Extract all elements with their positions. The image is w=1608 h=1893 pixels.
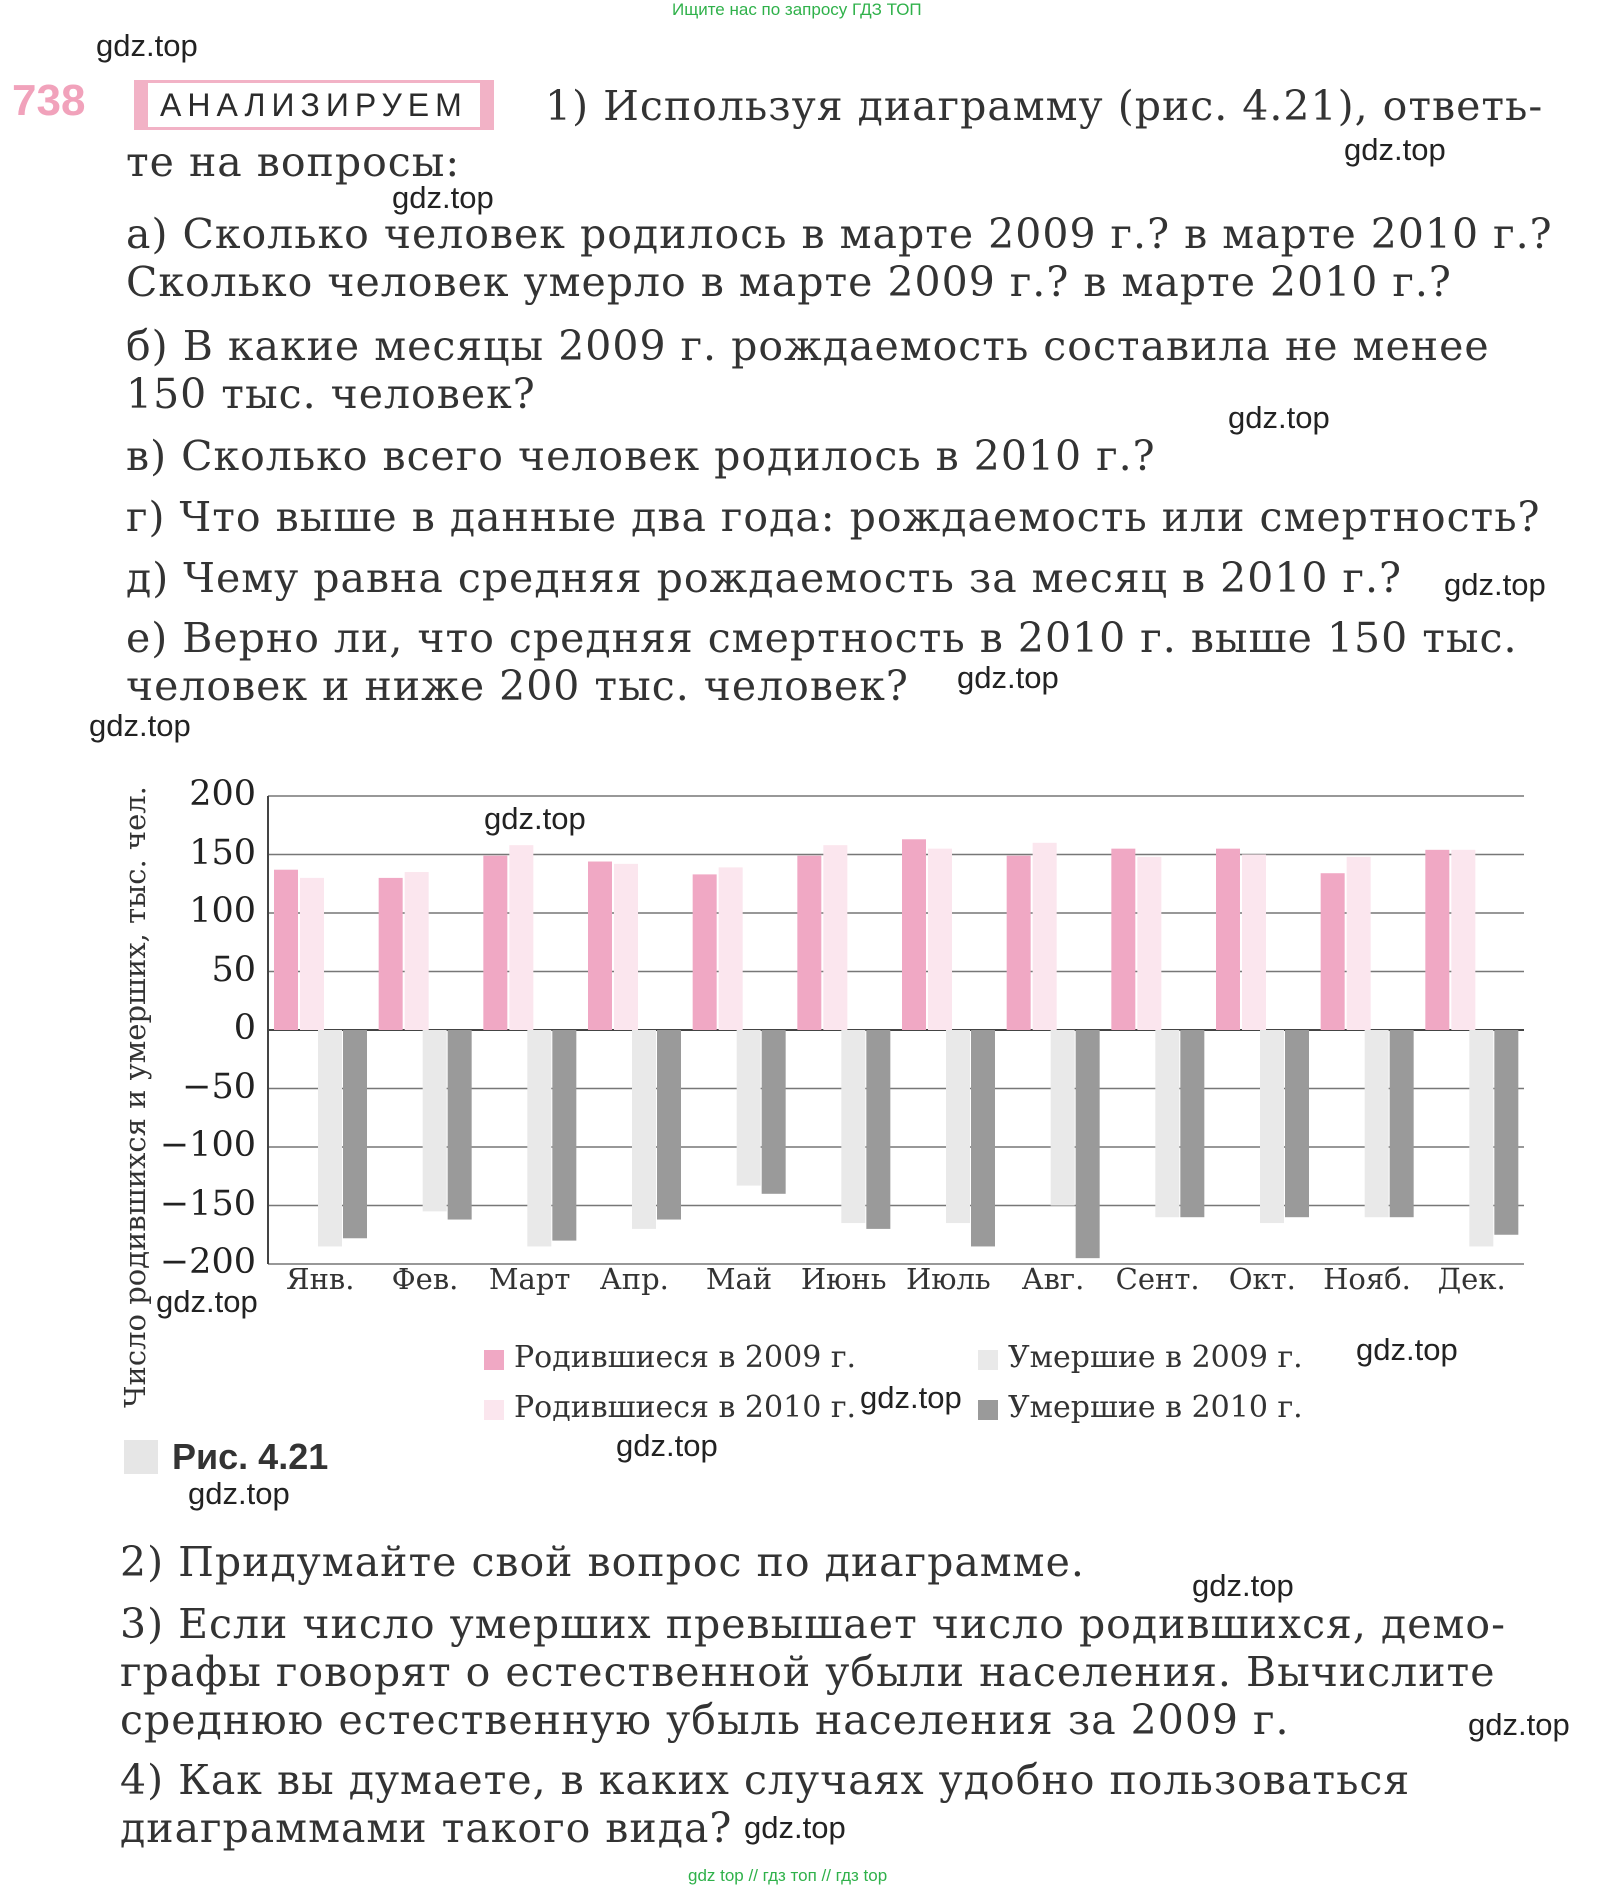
figure-caption: Рис. 4.21 [172, 1436, 329, 1477]
bar-died-2009 [632, 1030, 656, 1229]
bar-died-2009 [841, 1030, 865, 1223]
bar-died-2010 [1390, 1030, 1414, 1217]
bar-born-2009 [902, 839, 926, 1030]
bar-born-2010 [405, 872, 429, 1030]
legend-swatch-died-2009 [978, 1350, 998, 1370]
legend-born-2010: Родившиеся в 2010 г. [514, 1390, 857, 1425]
legend-died-2010: Умершие в 2010 г. [1008, 1390, 1303, 1425]
bar-born-2010 [1242, 855, 1266, 1031]
watermark: gdz.top [1356, 1332, 1458, 1367]
question-d: д) Чему равна средняя рождаемость за месяц в 2010 г.? [126, 554, 1403, 602]
x-tick-label: Июль [905, 1262, 991, 1296]
y-tick-label: −200 [159, 1242, 256, 1282]
y-tick-label: 0 [233, 1008, 256, 1048]
bar-born-2009 [1425, 850, 1449, 1030]
y-tick-label: 50 [211, 949, 256, 990]
bar-died-2009 [1469, 1030, 1493, 1246]
bar-died-2010 [343, 1030, 367, 1238]
question-b: 150 тыс. человек? [126, 370, 536, 418]
watermark: gdz.top [957, 660, 1059, 695]
bar-died-2009 [1051, 1030, 1075, 1206]
watermark: gdz.top [96, 28, 198, 63]
watermark: gdz.top [89, 708, 191, 743]
x-tick-label: Дек. [1437, 1262, 1506, 1296]
bar-born-2009 [379, 878, 403, 1030]
bar-born-2009 [588, 862, 612, 1030]
bar-died-2010 [1494, 1030, 1518, 1235]
x-tick-label: Апр. [599, 1262, 669, 1296]
y-tick-label: −150 [159, 1183, 256, 1224]
bar-born-2010 [1137, 857, 1161, 1030]
y-tick-label: 100 [189, 891, 256, 931]
watermark: gdz.top [188, 1476, 290, 1511]
bar-born-2009 [274, 870, 298, 1030]
x-tick-label: Окт. [1228, 1262, 1296, 1296]
bar-born-2009 [1007, 856, 1031, 1030]
bar-born-2010 [823, 845, 847, 1030]
question-a: а) Сколько человек родилось в марте 2009 г.? в марте 2010 г.? [126, 210, 1553, 258]
bar-died-2009 [1260, 1030, 1284, 1223]
task-4: диаграммами такого вида? [120, 1804, 733, 1852]
bar-born-2010 [1451, 850, 1475, 1030]
y-tick-label: −100 [159, 1125, 256, 1165]
bar-born-2010 [509, 845, 533, 1030]
bar-died-2010 [762, 1030, 786, 1194]
task-2: 2) Придумайте свой вопрос по диаграмме. [120, 1538, 1085, 1586]
caption-marker [124, 1440, 158, 1474]
watermark: gdz.top [1228, 400, 1330, 435]
y-tick-label: 200 [189, 774, 256, 814]
watermark: gdz.top [484, 801, 586, 836]
watermark: gdz.top [744, 1810, 846, 1845]
bar-died-2010 [866, 1030, 890, 1229]
x-tick-label: Июнь [800, 1262, 887, 1296]
y-axis-label: Число родившихся и умерших, тыс. чел. [118, 786, 152, 1408]
bar-died-2010 [1180, 1030, 1204, 1217]
task-badge: АНАЛИЗИРУЕМ [134, 80, 494, 130]
intro-line: те на вопросы: [126, 138, 461, 186]
y-tick-label: 150 [189, 832, 256, 873]
bar-born-2010 [614, 864, 638, 1030]
x-tick-label: Май [705, 1262, 773, 1296]
bar-died-2009 [946, 1030, 970, 1223]
question-g: г) Что выше в данные два года: рождаемость или смертность? [126, 493, 1541, 541]
bar-born-2009 [483, 856, 507, 1030]
question-a: Сколько человек умерло в марте 2009 г.? в марте 2010 г.? [126, 258, 1452, 306]
watermark: gdz.top [860, 1380, 962, 1415]
question-e: человек и ниже 200 тыс. человек? [126, 662, 909, 710]
bar-died-2010 [552, 1030, 576, 1241]
footer-links: gdz top // гдз топ // гдз top [688, 1866, 888, 1885]
y-tick-label: −50 [182, 1066, 256, 1107]
question-e: е) Верно ли, что средняя смертность в 2010 г. выше 150 тыс. [126, 614, 1518, 662]
bar-died-2009 [737, 1030, 761, 1186]
x-tick-label: Фев. [391, 1262, 459, 1296]
legend-born-2009: Родившиеся в 2009 г. [514, 1340, 857, 1375]
task-3: среднюю естественную убыль населения за 2009 г. [120, 1696, 1290, 1744]
x-tick-label: Нояб. [1323, 1262, 1411, 1296]
watermark: gdz.top [392, 180, 494, 215]
bar-died-2009 [1155, 1030, 1179, 1217]
bar-died-2010 [448, 1030, 472, 1220]
task-number: 738 [12, 76, 86, 125]
x-tick-label: Янв. [286, 1262, 355, 1296]
search-hint: Ищите нас по запросу ГДЗ ТОП [672, 0, 922, 19]
question-b: б) В какие месяцы 2009 г. рождаемость составила не менее [126, 322, 1490, 370]
bar-died-2010 [657, 1030, 681, 1220]
bar-born-2009 [797, 856, 821, 1030]
intro-line: 1) Используя диаграмму (рис. 4.21), ответь- [545, 82, 1544, 130]
x-tick-label: Сент. [1115, 1262, 1200, 1296]
bar-died-2009 [318, 1030, 342, 1246]
bar-born-2009 [1216, 849, 1240, 1030]
x-tick-label: Март [488, 1262, 571, 1296]
bar-died-2010 [971, 1030, 995, 1246]
watermark: gdz.top [1444, 567, 1546, 602]
bar-died-2009 [423, 1030, 447, 1211]
x-tick-label: Авг. [1021, 1262, 1085, 1296]
watermark: gdz.top [1468, 1707, 1570, 1742]
watermark: gdz.top [1344, 132, 1446, 167]
bar-born-2010 [1347, 857, 1371, 1030]
bar-born-2010 [928, 849, 952, 1030]
watermark: gdz.top [156, 1284, 258, 1319]
bar-born-2009 [693, 874, 717, 1030]
task-4: 4) Как вы думаете, в каких случаях удобно пользоваться [120, 1756, 1411, 1804]
bar-born-2010 [719, 867, 743, 1030]
task-3: 3) Если число умерших превышает число родившихся, демо- [120, 1600, 1506, 1648]
watermark: gdz.top [616, 1428, 718, 1463]
bar-died-2009 [527, 1030, 551, 1246]
bar-born-2009 [1111, 849, 1135, 1030]
legend-swatch-born-2009 [484, 1350, 504, 1370]
watermark: gdz.top [1192, 1568, 1294, 1603]
bar-born-2010 [1033, 843, 1057, 1030]
bar-died-2010 [1076, 1030, 1100, 1258]
question-v: в) Сколько всего человек родилось в 2010 г.? [126, 432, 1156, 480]
bar-born-2009 [1321, 873, 1345, 1030]
task-3: графы говорят о естественной убыли населения. Вычислите [120, 1648, 1496, 1696]
bar-died-2010 [1285, 1030, 1309, 1217]
bar-born-2010 [300, 878, 324, 1030]
legend-swatch-born-2010 [484, 1400, 504, 1420]
legend-swatch-died-2010 [978, 1400, 998, 1420]
legend-died-2009: Умершие в 2009 г. [1008, 1340, 1303, 1375]
bar-died-2009 [1365, 1030, 1389, 1217]
